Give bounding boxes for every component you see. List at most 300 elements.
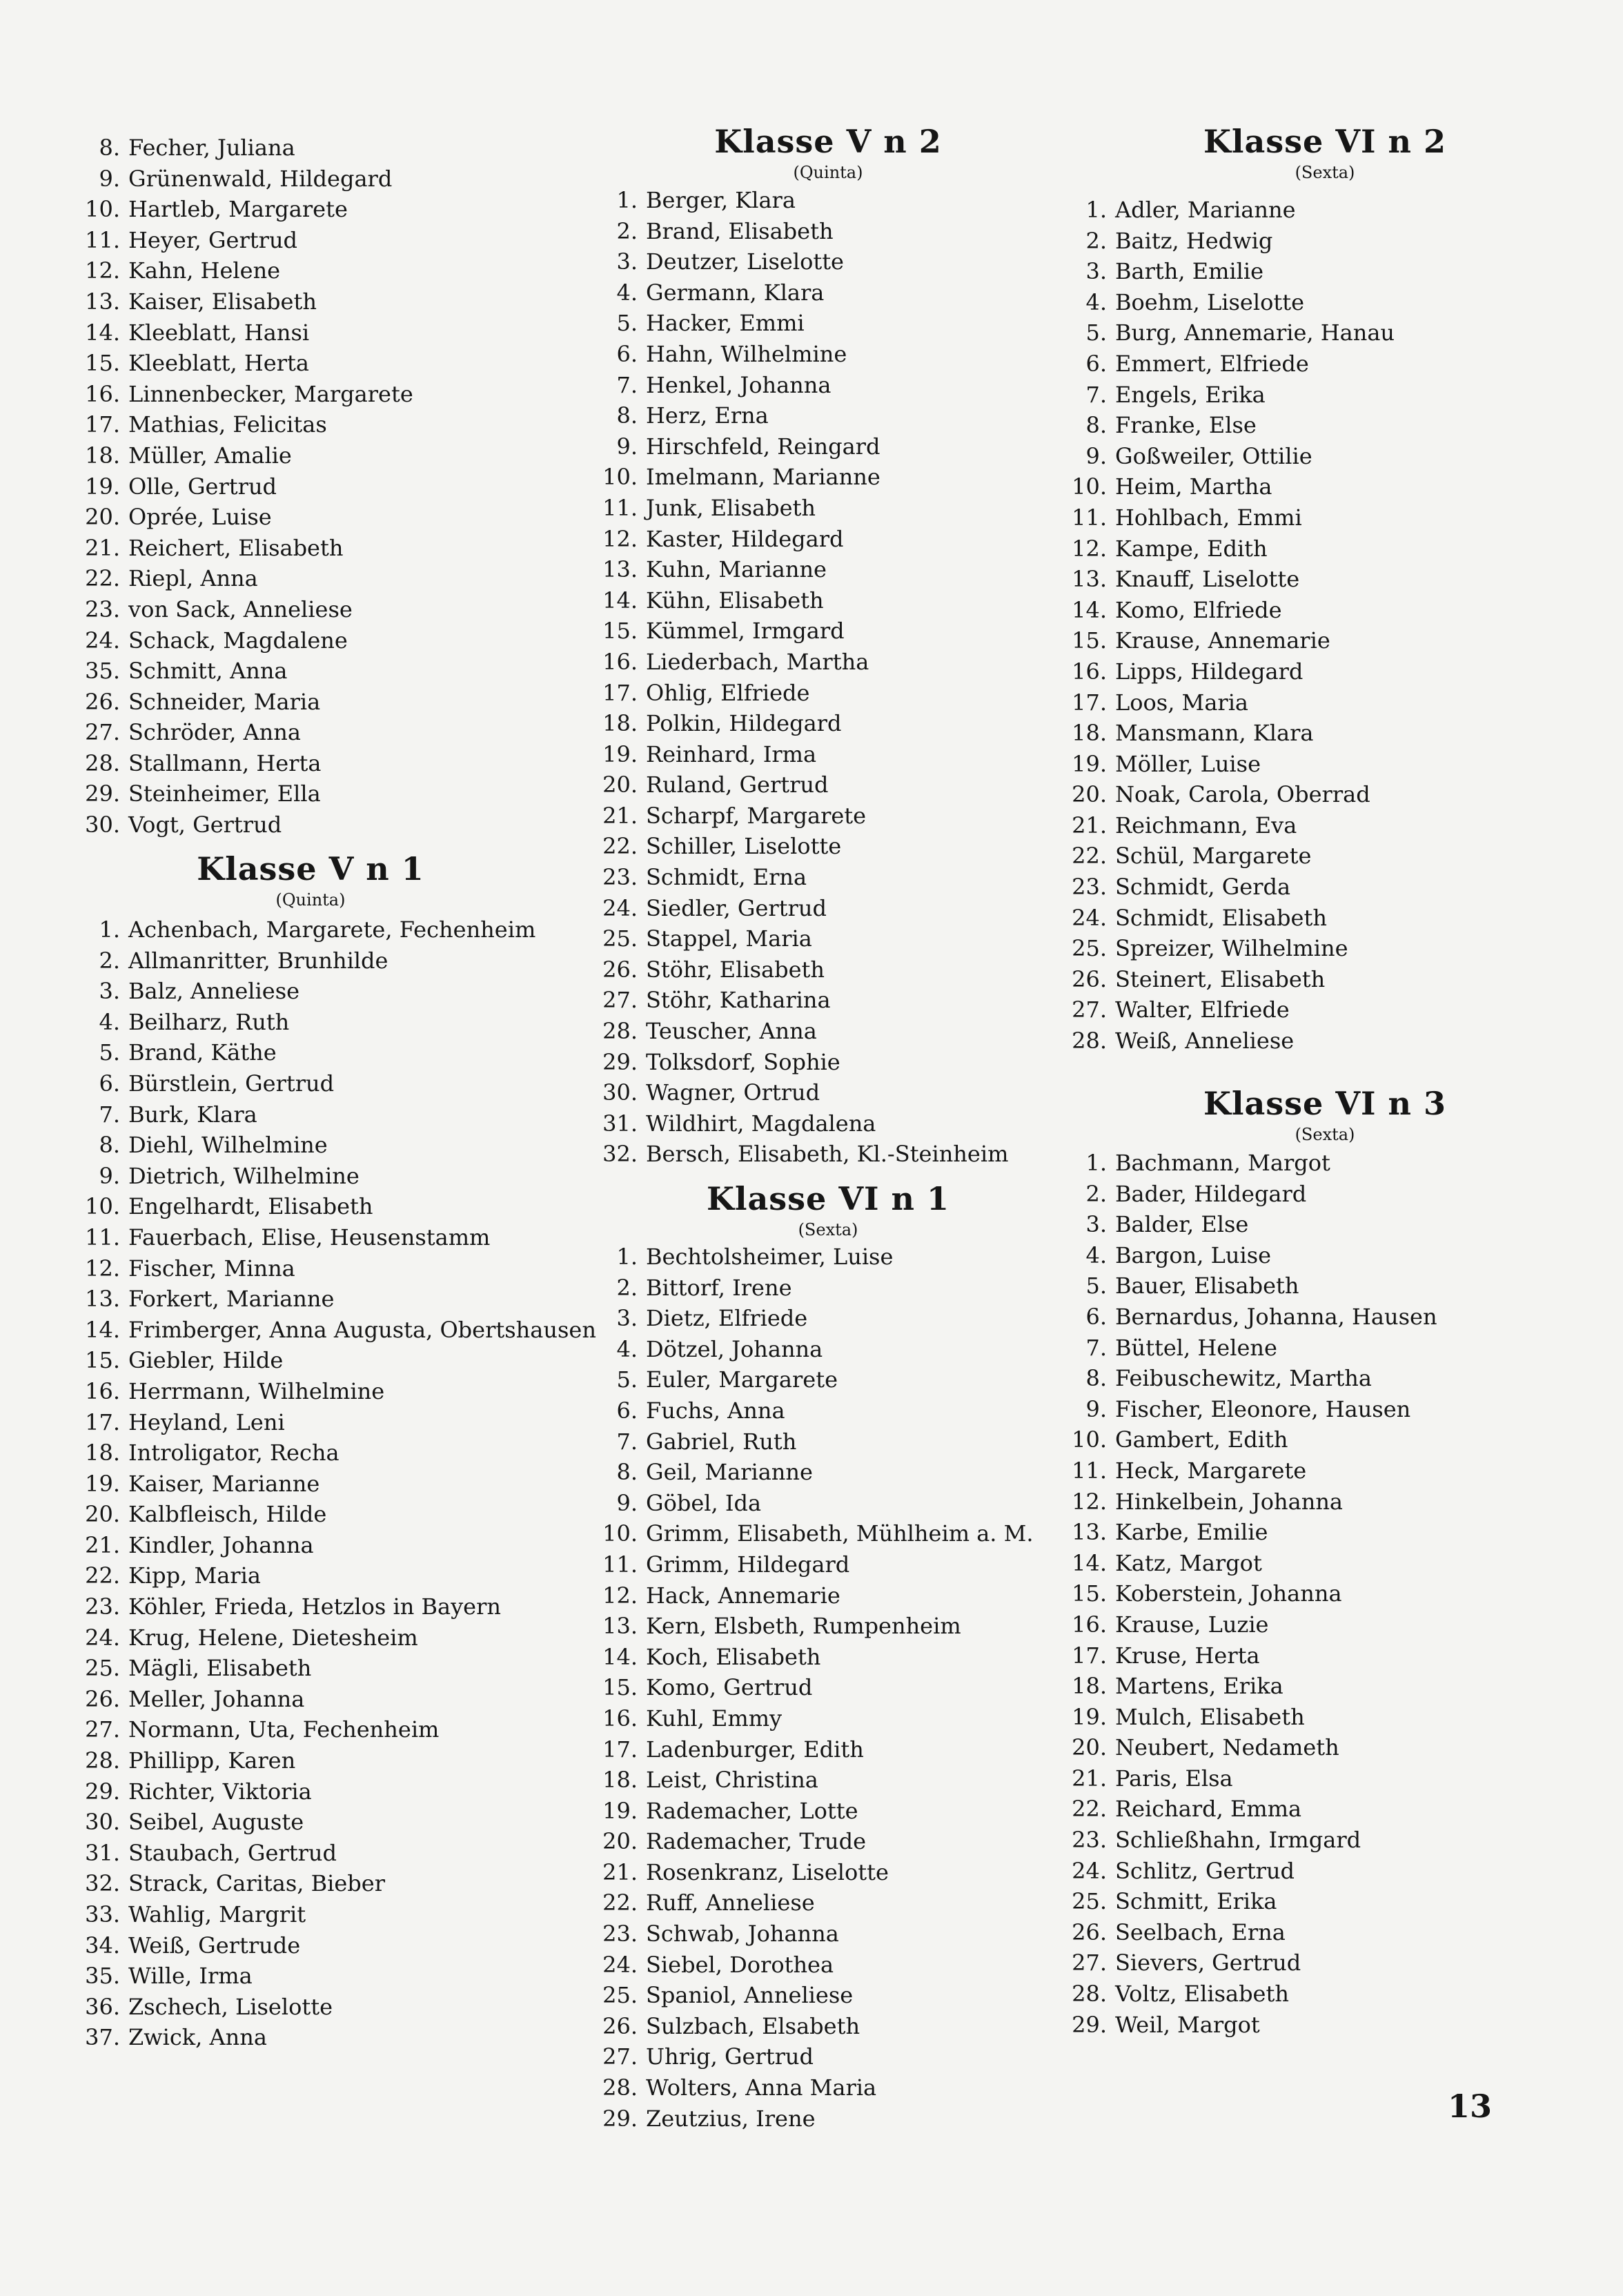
list-item [1063, 687, 1395, 718]
list-item-number: 30. [85, 1809, 120, 1836]
list-item-name: Kahn, Helene [128, 257, 281, 284]
list-item-name: Schül, Margarete [1115, 843, 1312, 870]
list-item-name: Franke, Else [1115, 412, 1257, 439]
list-item-number: 3. [616, 248, 638, 275]
list-item-name: Grimm, Hildegard [646, 1551, 850, 1578]
list-item-number: 1. [99, 916, 120, 943]
list-item-name: Katz, Margot [1115, 1549, 1262, 1576]
list-item-number: 26. [1072, 1919, 1107, 1945]
list-item [76, 255, 413, 286]
list-item-name: Lipps, Hildegard [1115, 658, 1304, 685]
list-item-name: Kleeblatt, Herta [128, 350, 309, 377]
list-item-number: 20. [85, 504, 120, 531]
list-item-name: Heyer, Gertrud [128, 226, 298, 253]
list-item-name: Zeutzius, Irene [646, 2105, 816, 2132]
list-item-name: Kümmel, Irmgard [646, 618, 845, 645]
list-item [76, 687, 413, 718]
list-item [1063, 779, 1395, 810]
list-item [1063, 841, 1395, 872]
list-item-name: Giebler, Hilde [128, 1347, 284, 1374]
list-item-name: Goßweiler, Ottilie [1115, 442, 1312, 469]
list-item-name: Krause, Luzie [1115, 1611, 1269, 1638]
list-item-name: Krause, Annemarie [1115, 627, 1330, 654]
list-item-name: Steinheimer, Ella [128, 781, 321, 807]
list-item-number: 1. [616, 187, 638, 213]
class-heading-v-n1: Klasse V n 1 [197, 850, 424, 887]
list-item-name: von Sack, Anneliese [128, 596, 353, 622]
list-item-number: 22. [1072, 843, 1107, 870]
list-item-number: 2. [616, 217, 638, 244]
list-item-number: 9. [1085, 1395, 1107, 1422]
list-item [1063, 317, 1395, 349]
list-item-number: 9. [1085, 442, 1107, 469]
list-item-name: Heyland, Leni [128, 1409, 285, 1435]
list-item-number: 29. [602, 2105, 638, 2132]
list-item-number: 31. [85, 1839, 120, 1866]
list-item-number: 29. [602, 1048, 638, 1075]
list-item-name: Paris, Elsa [1115, 1765, 1233, 1792]
list-item-number: 7. [1085, 1334, 1107, 1361]
list-item-name: Rademacher, Trude [646, 1828, 867, 1855]
list-item-number: 16. [602, 648, 638, 675]
list-item-number: 17. [1072, 689, 1107, 716]
list-item-name: Reichard, Emma [1115, 1796, 1302, 1823]
list-item-number: 22. [1072, 1796, 1107, 1823]
list-item-number: 2. [1085, 1180, 1107, 1207]
list-item-number: 15. [602, 618, 638, 645]
list-item [593, 1549, 1034, 1580]
list-item [76, 1992, 596, 2023]
list-item [593, 678, 1008, 709]
list-item-name: Bechtolsheimer, Luise [646, 1244, 894, 1270]
list-item-number: 32. [85, 1870, 120, 1897]
list-item-number: 37. [85, 2024, 120, 2051]
list-item-number: 28. [85, 1747, 120, 1774]
list-item [593, 524, 1008, 555]
list-item [76, 1714, 596, 1745]
list-item [593, 2103, 1034, 2135]
list-item-name: Mägli, Elisabeth [128, 1655, 312, 1682]
list-item-number: 6. [616, 340, 638, 367]
list-item-name: Normann, Uta, Fechenheim [128, 1716, 440, 1743]
list-item-name: Herz, Erna [646, 402, 769, 429]
list-item-name: Weiß, Anneliese [1115, 1028, 1295, 1054]
list-item-name: Müller, Amalie [128, 442, 292, 469]
list-item [1063, 533, 1395, 565]
list-item [593, 739, 1008, 770]
list-item [1063, 1455, 1437, 1486]
list-item [1063, 349, 1395, 380]
list-item [76, 471, 413, 502]
list-item-name: Kruse, Herta [1115, 1642, 1260, 1669]
list-item-name: Loos, Maria [1115, 689, 1248, 716]
list-item-number: 25. [85, 1655, 120, 1682]
list-item-number: 5. [99, 1039, 120, 1066]
list-item [1063, 441, 1395, 472]
list-item-number: 26. [1072, 965, 1107, 992]
list-item-name: Sievers, Gertrud [1115, 1950, 1301, 1976]
list-item-name: Balz, Anneliese [128, 978, 300, 1005]
list-item-number: 13. [85, 288, 120, 315]
list-item-name: Achenbach, Margarete, Fechenheim [128, 916, 536, 943]
list-item [76, 748, 413, 779]
list-item [593, 1518, 1034, 1549]
class-subheading-v-n2: (Quinta) [793, 163, 863, 182]
list-item [593, 862, 1008, 893]
list-item-number: 18. [602, 710, 638, 737]
list-item-name: Fischer, Eleonore, Hausen [1115, 1395, 1411, 1422]
list-item-name: Zschech, Liselotte [128, 1993, 333, 2020]
list-item-number: 2. [616, 1274, 638, 1301]
list-item [593, 1796, 1034, 1827]
list-item [1063, 1917, 1437, 1948]
list-item-name: Euler, Margarete [646, 1366, 838, 1393]
list-item [593, 1047, 1008, 1078]
list-item [593, 954, 1008, 985]
list-item [76, 533, 413, 564]
list-item-name: Schröder, Anna [128, 719, 301, 746]
list-item-name: Bachmann, Margot [1115, 1150, 1330, 1176]
list-item [1063, 1979, 1437, 2010]
list-item-number: 5. [1085, 320, 1107, 346]
list-item [76, 625, 413, 656]
list-item-name: Komo, Elfriede [1115, 596, 1282, 623]
list-item [1063, 1394, 1437, 1425]
list-item-number: 13. [602, 556, 638, 583]
list-item-number: 20. [1072, 781, 1107, 808]
list-item-number: 3. [616, 1305, 638, 1332]
list-item [76, 1469, 596, 1500]
list-item-number: 28. [85, 749, 120, 776]
list-item-name: Kampe, Edith [1115, 535, 1268, 562]
list-item [1063, 718, 1395, 749]
list-item-name: Rademacher, Lotte [646, 1797, 858, 1824]
list-item-name: Frimberger, Anna Augusta, Obertshausen [128, 1316, 596, 1343]
list-item-name: Weiß, Gertrude [128, 1932, 301, 1959]
list-item [1063, 903, 1395, 934]
list-item-number: 22. [85, 1562, 120, 1589]
list-item-number: 6. [1085, 1303, 1107, 1330]
list-item-number: 8. [1085, 1365, 1107, 1392]
list-item [76, 1653, 596, 1684]
list-item [593, 1242, 1034, 1273]
list-item-name: Burk, Klara [128, 1101, 257, 1128]
list-item-number: 31. [602, 1110, 638, 1137]
list-item-name: Kühn, Elisabeth [646, 587, 824, 614]
list-item-name: Polkin, Hildegard [646, 710, 842, 737]
list-item-number: 4. [99, 1008, 120, 1035]
list-item-name: Brand, Elisabeth [646, 217, 834, 244]
list-item-number: 4. [1085, 288, 1107, 315]
list-item-name: Schwab, Johanna [646, 1921, 839, 1947]
list-item-name: Reichert, Elisabeth [128, 534, 344, 561]
list-item-number: 7. [616, 371, 638, 398]
list-item [76, 379, 413, 410]
list-item-name: Hirschfeld, Reingard [646, 433, 881, 460]
list-item-number: 7. [99, 1101, 120, 1128]
list-item [76, 440, 413, 471]
list-item [76, 1007, 596, 1038]
list-item-name: Ruland, Gertrud [646, 772, 829, 798]
list-item [76, 1191, 596, 1222]
list-item [593, 370, 1008, 401]
list-item-name: Stöhr, Katharina [646, 987, 831, 1014]
class-subheading-vi-n1: (Sexta) [798, 1220, 858, 1239]
list-item-number: 23. [1072, 874, 1107, 901]
list-item-name: Koch, Elisabeth [646, 1643, 821, 1670]
list-item-name: Koberstein, Johanna [1115, 1580, 1342, 1607]
list-item-number: 19. [1072, 1703, 1107, 1730]
list-item-number: 9. [99, 165, 120, 192]
list-item-number: 14. [602, 1643, 638, 1670]
list-item-number: 19. [602, 740, 638, 767]
list-item-name: Hack, Annemarie [646, 1582, 840, 1609]
list-item-number: 21. [1072, 1765, 1107, 1792]
list-item-number: 16. [602, 1705, 638, 1731]
list-item [1063, 287, 1395, 318]
list-item-name: Schmidt, Erna [646, 864, 807, 891]
list-item-name: Köhler, Frieda, Hetzlos in Bayern [128, 1593, 501, 1620]
list-item [76, 1099, 596, 1130]
list-item-number: 15. [602, 1674, 638, 1701]
list-item [593, 1611, 1034, 1642]
list-item-number: 10. [85, 1193, 120, 1220]
list-item [593, 462, 1008, 493]
class-subheading-vi-n2: (Sexta) [1295, 163, 1355, 182]
list-item-name: Göbel, Ida [646, 1489, 762, 1516]
list-item [593, 1457, 1034, 1488]
list-item-number: 35. [85, 1963, 120, 1990]
list-item [593, 708, 1008, 739]
list-item-number: 14. [1072, 596, 1107, 623]
list-item-number: 11. [85, 1224, 120, 1250]
list-item-name: Bader, Hildegard [1115, 1180, 1307, 1207]
list-item-number: 30. [602, 1079, 638, 1106]
list-item [593, 1016, 1008, 1047]
list-item-name: Baitz, Hedwig [1115, 227, 1273, 254]
list-item-name: Reichmann, Eva [1115, 812, 1297, 838]
list-item [76, 317, 413, 349]
list-item-name: Boehm, Liselotte [1115, 288, 1305, 315]
list-item-number: 16. [85, 1377, 120, 1404]
list-item-number: 26. [602, 2012, 638, 2039]
list-item-number: 19. [602, 1797, 638, 1824]
list-item [1063, 1609, 1437, 1640]
list-item-number: 5. [616, 1366, 638, 1393]
list-item-name: Spreizer, Wilhelmine [1115, 935, 1348, 962]
list-item [76, 914, 596, 945]
list-item-number: 10. [1072, 1426, 1107, 1453]
list-item [593, 216, 1008, 247]
list-item-number: 1. [1085, 1150, 1107, 1176]
list-item-name: Meller, Johanna [128, 1685, 305, 1712]
list-item [76, 1499, 596, 1530]
list-item [593, 985, 1008, 1016]
class-heading-vi-n2: Klasse VI n 2 [1203, 123, 1447, 160]
list-item [1063, 1302, 1437, 1333]
list-item [1063, 1486, 1437, 1518]
student-list-continued [76, 133, 413, 841]
list-item-number: 16. [1072, 658, 1107, 685]
list-item [76, 976, 596, 1007]
list-item [1063, 625, 1395, 656]
list-item-name: Schließhahn, Irmgard [1115, 1827, 1361, 1854]
list-item-name: Hartleb, Margarete [128, 196, 348, 223]
list-item-number: 17. [85, 1409, 120, 1435]
list-item [76, 194, 413, 225]
list-item-number: 14. [85, 1316, 120, 1343]
list-item [1063, 564, 1395, 595]
list-item-number: 6. [1085, 350, 1107, 377]
list-item-name: Fecher, Juliana [128, 135, 295, 161]
list-item-name: Karbe, Emilie [1115, 1519, 1268, 1546]
list-item-name: Kipp, Maria [128, 1562, 261, 1589]
list-item-number: 18. [85, 1440, 120, 1466]
list-item-number: 3. [1085, 1211, 1107, 1238]
list-item-name: Teuscher, Anna [646, 1018, 817, 1045]
list-item [1063, 256, 1395, 287]
list-item [593, 1395, 1034, 1426]
list-item-name: Komo, Gertrud [646, 1674, 813, 1701]
list-item-number: 26. [85, 688, 120, 715]
list-item-name: Wille, Irma [128, 1963, 253, 1990]
list-item [593, 554, 1008, 585]
list-item-name: Wildhirt, Magdalena [646, 1110, 876, 1137]
list-item [593, 1426, 1034, 1458]
student-list-v-n1 [76, 914, 596, 2053]
list-item-number: 28. [602, 1018, 638, 1045]
list-item-name: Emmert, Elfriede [1115, 350, 1309, 377]
list-item [593, 431, 1008, 462]
list-item [593, 831, 1008, 862]
list-item-name: Scharpf, Margarete [646, 802, 867, 829]
list-item-number: 36. [85, 1993, 120, 2020]
list-item-name: Uhrig, Gertrud [646, 2043, 814, 2070]
list-item-name: Siedler, Gertrud [646, 894, 827, 921]
list-item-name: Schlitz, Gertrud [1115, 1857, 1295, 1884]
list-item-name: Fuchs, Anna [646, 1397, 785, 1424]
list-item [76, 502, 413, 533]
list-item-number: 27. [602, 2043, 638, 2070]
list-item [593, 308, 1008, 339]
list-item [1063, 1026, 1395, 1057]
list-item [1063, 1640, 1437, 1671]
list-item-number: 20. [602, 772, 638, 798]
list-item-name: Diehl, Wilhelmine [128, 1132, 328, 1159]
list-item [76, 1684, 596, 1715]
list-item [1063, 1270, 1437, 1302]
list-item-number: 13. [1072, 566, 1107, 593]
list-item-number: 27. [85, 1716, 120, 1743]
list-item-name: Bittorf, Irene [646, 1274, 792, 1301]
list-item-name: Bersch, Elisabeth, Kl.-Steinheim [646, 1141, 1009, 1168]
list-item-number: 13. [1072, 1519, 1107, 1546]
list-item [1063, 810, 1395, 841]
list-item-number: 27. [1072, 1950, 1107, 1976]
list-item-name: Feibuschewitz, Martha [1115, 1365, 1372, 1392]
list-item-name: Hohlbach, Emmi [1115, 504, 1302, 531]
list-item-name: Schneider, Maria [128, 688, 321, 715]
list-item-number: 15. [85, 350, 120, 377]
list-item [76, 1068, 596, 1099]
list-item-name: Brand, Käthe [128, 1039, 277, 1066]
list-item-number: 10. [602, 1520, 638, 1547]
list-item-name: Rosenkranz, Liselotte [646, 1858, 889, 1885]
list-item-name: Olle, Gertrud [128, 473, 277, 500]
list-item-name: Berger, Klara [646, 187, 796, 213]
list-item-number: 4. [616, 279, 638, 306]
list-item-number: 25. [602, 1982, 638, 2009]
student-list-vi-n1 [593, 1242, 1034, 2134]
class-heading-vi-n3: Klasse VI n 3 [1203, 1085, 1447, 1122]
list-item-name: Dötzel, Johanna [646, 1335, 823, 1362]
list-item-number: 12. [85, 257, 120, 284]
list-item-number: 15. [85, 1347, 120, 1374]
list-item-number: 25. [602, 925, 638, 952]
list-item-name: Bauer, Elisabeth [1115, 1273, 1299, 1299]
list-item-name: Walter, Elfriede [1115, 997, 1290, 1023]
list-item [593, 1826, 1034, 1857]
list-item [1063, 1671, 1437, 1702]
list-item-name: Kaiser, Elisabeth [128, 288, 317, 315]
list-item [1063, 195, 1395, 226]
list-item [76, 2022, 596, 2053]
list-item [1063, 656, 1395, 687]
list-item-name: Grimm, Elisabeth, Mühlheim a. M. [646, 1520, 1034, 1547]
list-item-name: Neubert, Nedameth [1115, 1734, 1339, 1761]
class-heading-vi-n1: Klasse VI n 1 [706, 1180, 950, 1217]
list-item-name: Henkel, Johanna [646, 371, 832, 398]
list-item [76, 286, 413, 317]
list-item-name: Büttel, Helene [1115, 1334, 1277, 1361]
list-item [593, 1364, 1034, 1395]
list-item-number: 13. [85, 1286, 120, 1313]
list-item-number: 18. [85, 442, 120, 469]
list-item-name: Herrmann, Wilhelmine [128, 1377, 385, 1404]
list-item-name: Stallmann, Herta [128, 749, 322, 776]
list-item-name: Gambert, Edith [1115, 1426, 1288, 1453]
list-item [593, 1857, 1034, 1888]
list-item-number: 32. [602, 1141, 638, 1168]
list-item-number: 22. [85, 565, 120, 592]
list-item-number: 23. [85, 1593, 120, 1620]
list-item [76, 594, 413, 625]
list-item [76, 1253, 596, 1284]
list-item [1063, 1794, 1437, 1825]
list-item-name: Hacker, Emmi [646, 310, 805, 337]
list-item [1063, 1856, 1437, 1887]
list-item-number: 25. [1072, 1888, 1107, 1915]
list-item [593, 923, 1008, 954]
list-item [76, 1438, 596, 1469]
list-item-number: 35. [85, 658, 120, 685]
list-item [1063, 595, 1395, 626]
list-item [593, 185, 1008, 216]
list-item [1063, 1148, 1437, 1179]
list-item [1063, 964, 1395, 995]
list-item-number: 8. [616, 1459, 638, 1486]
list-item [76, 778, 413, 810]
list-item-name: Kaiser, Marianne [128, 1470, 320, 1497]
list-item-number: 12. [1072, 535, 1107, 562]
list-item-number: 7. [616, 1428, 638, 1455]
list-item [76, 164, 413, 195]
list-item-name: Mulch, Elisabeth [1115, 1703, 1305, 1730]
list-item [76, 348, 413, 379]
list-item [593, 1580, 1034, 1611]
list-item-name: Linnenbecker, Margarete [128, 380, 413, 407]
list-item-number: 22. [602, 833, 638, 860]
